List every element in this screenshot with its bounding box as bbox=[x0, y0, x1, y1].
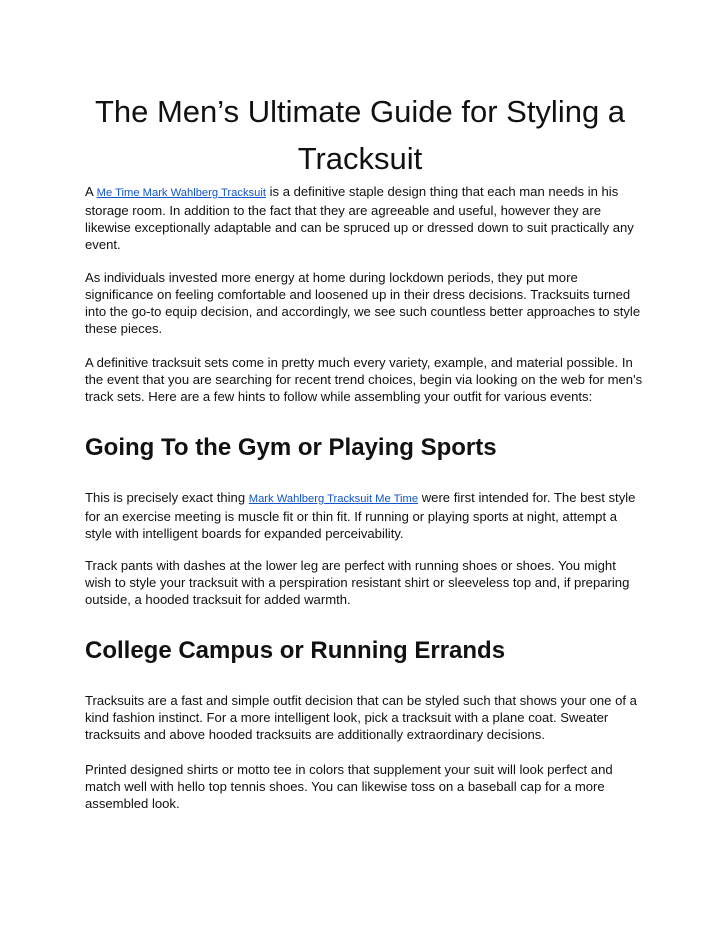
section-heading-college: College Campus or Running Errands bbox=[85, 637, 506, 664]
paragraph-text: is a definitive staple design thing that each man needs in his storage room. In addition to the fact that they are agreeable and useful, however they are likewise exceptionally adaptable and can be spruced up or dressed down to suit practically any event. bbox=[85, 184, 634, 252]
paragraph-text: This is precisely exact thing bbox=[85, 490, 249, 505]
paragraph-text: A bbox=[85, 184, 97, 199]
intro-paragraph bbox=[85, 183, 645, 253]
track-pants-paragraph: Track pants with dashes at the lower leg are perfect with running shoes or shoes. You might wish to style your tracksuit with a perspiration resistant shirt or sleeveless top and, if preparing outside, a hooded tracksuit for added warmth. bbox=[85, 558, 630, 607]
me-time-tracksuit-link[interactable]: Me Time Mark Wahlberg Tracksuit bbox=[96, 187, 266, 199]
printed-shirts-paragraph: Printed designed shirts or motto tee in colors that supplement your suit will look perfect and match well with hello top tennis shoes. You can likewise toss on a baseball cap for a more assembled look. bbox=[85, 762, 613, 811]
mark-wahlberg-tracksuit-link[interactable]: Mark Wahlberg Tracksuit Me Time bbox=[248, 493, 419, 505]
college-paragraph: Tracksuits are a fast and simple outfit decision that can be styled such that shows your one of a kind fashion instinct. For a more intelligent look, pick a tracksuit with a plane coat. Sweater tracksuits and above hooded tracksuits are additionally extraordinary decisions. bbox=[85, 693, 637, 742]
variety-paragraph: A definitive tracksuit sets come in pretty much every variety, example, and material possible. In the event that you are searching for recent trend choices, begin via looking on the web for men's track sets. Here are a few hints to follow while assembling your outfit for various events: bbox=[85, 355, 643, 404]
section-heading-gym: Going To the Gym or Playing Sports bbox=[85, 434, 497, 461]
paragraph-text: were first intended for. The best style for an exercise meeting is muscle fit or thin fit. If running or playing sports at night, attempt a style with intelligent boards for expanded perceivability. bbox=[85, 490, 636, 541]
page-title: The Men’s Ultimate Guide for Styling a Tracksuit bbox=[94, 94, 626, 176]
gym-paragraph bbox=[85, 489, 645, 542]
lockdown-paragraph: As individuals invested more energy at home during lockdown periods, they put more significance on feeling comfortable and loosened up in their dress decisions. Tracksuits turned into the go-to equip decision, and accordingly, we see such countless better approaches to style these pieces. bbox=[85, 270, 641, 336]
